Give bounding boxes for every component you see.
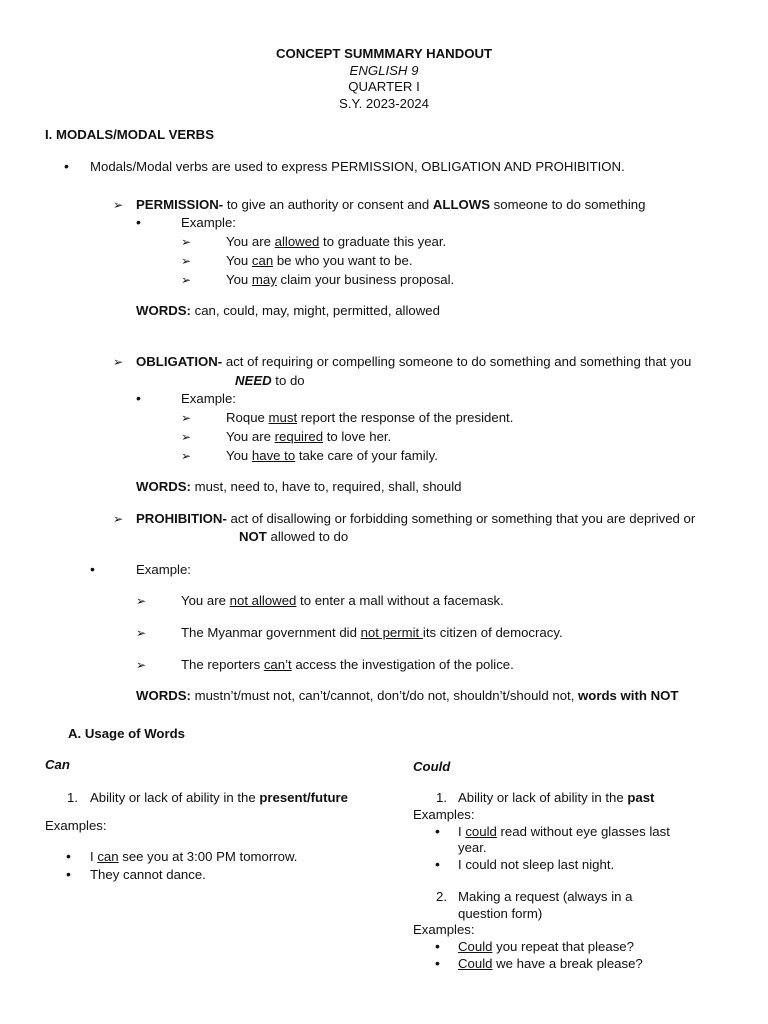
example-sentence: The reporters can’t access the investigation of the police.: [181, 657, 514, 672]
section-heading: I. MODALS/MODAL VERBS: [45, 127, 215, 142]
bullet-icon: •: [66, 866, 71, 882]
could-usage-2: Making a request (always in a: [458, 889, 633, 904]
example-sentence: You are required to love her.: [226, 429, 392, 444]
arrow-bullet-icon: ➢: [181, 273, 192, 287]
example-sentence: Could we have a break please?: [458, 956, 643, 971]
example-sentence: They cannot dance.: [90, 867, 206, 882]
example-sentence: You may claim your business proposal.: [226, 272, 455, 287]
example-sentence: I could not sleep last night.: [458, 857, 615, 872]
usage-heading: A. Usage of Words: [68, 726, 185, 741]
could-usage-1: Ability or lack of ability in the past: [458, 790, 655, 805]
bullet-icon: •: [64, 158, 69, 174]
example-sentence: You have to take care of your family.: [226, 448, 438, 463]
could-title: Could: [413, 759, 451, 774]
example-sentence: You are not allowed to enter a mall without a facemask.: [181, 593, 504, 608]
list-number: 1.: [67, 790, 78, 805]
bullet-icon: •: [66, 848, 71, 864]
example-sentence-cont: year.: [458, 840, 487, 855]
arrow-bullet-icon: ➢: [113, 355, 124, 369]
example-sentence: Roque must report the response of the president.: [226, 410, 514, 425]
example-label: Example:: [181, 391, 236, 406]
bullet-icon: •: [435, 955, 440, 971]
example-sentence: Could you repeat that please?: [458, 939, 634, 954]
arrow-bullet-icon: ➢: [113, 512, 124, 526]
examples-label: Examples:: [413, 807, 475, 822]
could-usage-2-cont: question form): [458, 906, 543, 921]
examples-label: Examples:: [413, 922, 475, 937]
list-number: 2.: [436, 889, 447, 904]
arrow-bullet-icon: ➢: [181, 449, 192, 463]
example-label: Example:: [181, 215, 236, 230]
school-year: S.Y. 2023-2024: [339, 96, 429, 111]
arrow-bullet-icon: ➢: [113, 198, 124, 212]
arrow-bullet-icon: ➢: [181, 235, 192, 249]
obligation-definition: OBLIGATION- act of requiring or compelling someone to do something and something that you: [136, 354, 692, 369]
prohibition-definition: PROHIBITION- act of disallowing or forbidding something or something that you are deprived or: [136, 511, 696, 526]
list-number: 1.: [436, 790, 447, 805]
bullet-icon: •: [435, 823, 440, 839]
example-label: Example:: [136, 562, 191, 577]
bullet-icon: •: [90, 561, 95, 577]
words-line: WORDS: must, need to, have to, required, shall, should: [136, 479, 462, 494]
prohibition-definition-cont: NOT allowed to do: [239, 529, 349, 544]
obligation-definition-cont: NEED to do: [235, 373, 305, 388]
document-title: CONCEPT SUMMMARY HANDOUT: [275, 46, 493, 61]
can-usage-1: Ability or lack of ability in the present/future: [90, 790, 348, 805]
can-title: Can: [45, 757, 70, 772]
arrow-bullet-icon: ➢: [136, 658, 147, 672]
permission-definition: PERMISSION- to give an authority or consent and ALLOWS someone to do something: [136, 197, 646, 212]
arrow-bullet-icon: ➢: [181, 411, 192, 425]
quarter: QUARTER I: [348, 79, 420, 94]
example-sentence: You are allowed to graduate this year.: [226, 234, 447, 249]
examples-label: Examples:: [45, 818, 107, 833]
arrow-bullet-icon: ➢: [181, 254, 192, 268]
arrow-bullet-icon: ➢: [136, 594, 147, 608]
words-line: WORDS: mustn’t/must not, can’t/cannot, don’t/do not, shouldn’t/should not, words with NOT: [136, 688, 679, 703]
bullet-icon: •: [435, 938, 440, 954]
arrow-bullet-icon: ➢: [181, 430, 192, 444]
example-sentence: You can be who you want to be.: [226, 253, 413, 268]
words-line: WORDS: can, could, may, might, permitted, allowed: [136, 303, 440, 318]
bullet-icon: •: [136, 390, 141, 406]
bullet-icon: •: [136, 214, 141, 230]
example-sentence: I can see you at 3:00 PM tomorrow.: [90, 849, 298, 864]
bullet-icon: •: [435, 856, 440, 872]
subject: ENGLISH 9: [349, 63, 419, 78]
intro-text: Modals/Modal verbs are used to express PERMISSION, OBLIGATION AND PROHIBITION.: [90, 159, 625, 174]
example-sentence: I could read without eye glasses last: [458, 824, 670, 839]
example-sentence: The Myanmar government did not permit its citizen of democracy.: [181, 625, 563, 640]
arrow-bullet-icon: ➢: [136, 626, 147, 640]
